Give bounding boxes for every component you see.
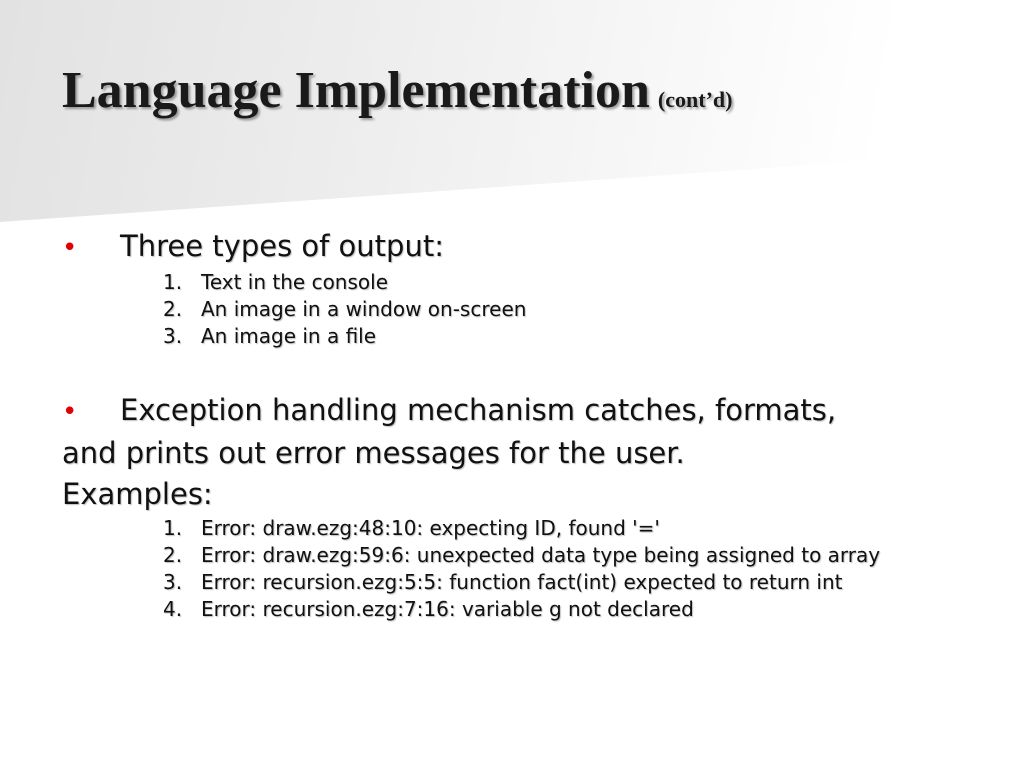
- list-item: [163, 269, 1002, 296]
- list-item-number: 2.: [163, 543, 183, 567]
- list-item-text: An image in a window on-screen: [201, 297, 527, 321]
- bullet-heading: [62, 390, 1002, 433]
- list-item: [163, 515, 1002, 542]
- list-item-text: Text in the console: [201, 270, 389, 294]
- bullet-heading: [62, 226, 1002, 269]
- list-item: [163, 323, 1002, 350]
- slide-title: [62, 60, 732, 122]
- bullet-heading-text: Exception handling mechanism catches, formats,: [120, 393, 837, 427]
- bullet-continuation: and prints out error messages for the user.: [62, 436, 685, 470]
- section-output-types: [62, 226, 1002, 350]
- list-item-number: 1.: [163, 270, 183, 294]
- title-text: Language Implementation: [62, 62, 650, 119]
- list-item-number: 3.: [163, 570, 183, 594]
- title-suffix: (cont’d): [657, 87, 733, 112]
- list-item-text: An image in a file: [201, 324, 377, 348]
- list-item-number: 4.: [163, 597, 183, 621]
- section-spacer: [62, 350, 1002, 390]
- error-examples-list: [62, 515, 1002, 623]
- list-item-number: 3.: [163, 324, 183, 348]
- list-item: [163, 542, 1002, 569]
- list-item-number: 1.: [163, 516, 183, 540]
- bullet-icon: •: [62, 397, 78, 427]
- list-item-text: Error: recursion.ezg:7:16: variable g not declared: [201, 597, 694, 621]
- list-item: [163, 296, 1002, 323]
- bullet-continuation-examples: Examples:: [62, 477, 213, 511]
- list-item-text: Error: draw.ezg:48:10: expecting ID, found '=': [201, 516, 660, 540]
- bullet-icon: •: [62, 233, 78, 263]
- section-exception-handling: [62, 390, 1002, 623]
- bullet-heading-text: Three types of output:: [120, 229, 444, 263]
- list-item-text: Error: recursion.ezg:5:5: function fact(int) expected to return int: [201, 570, 843, 594]
- slide-body: [62, 226, 1002, 623]
- list-item-text: Error: draw.ezg:59:6: unexpected data type being assigned to array: [201, 543, 881, 567]
- list-item: [163, 596, 1002, 623]
- output-types-list: [62, 269, 1002, 350]
- list-item: [163, 569, 1002, 596]
- list-item-number: 2.: [163, 297, 183, 321]
